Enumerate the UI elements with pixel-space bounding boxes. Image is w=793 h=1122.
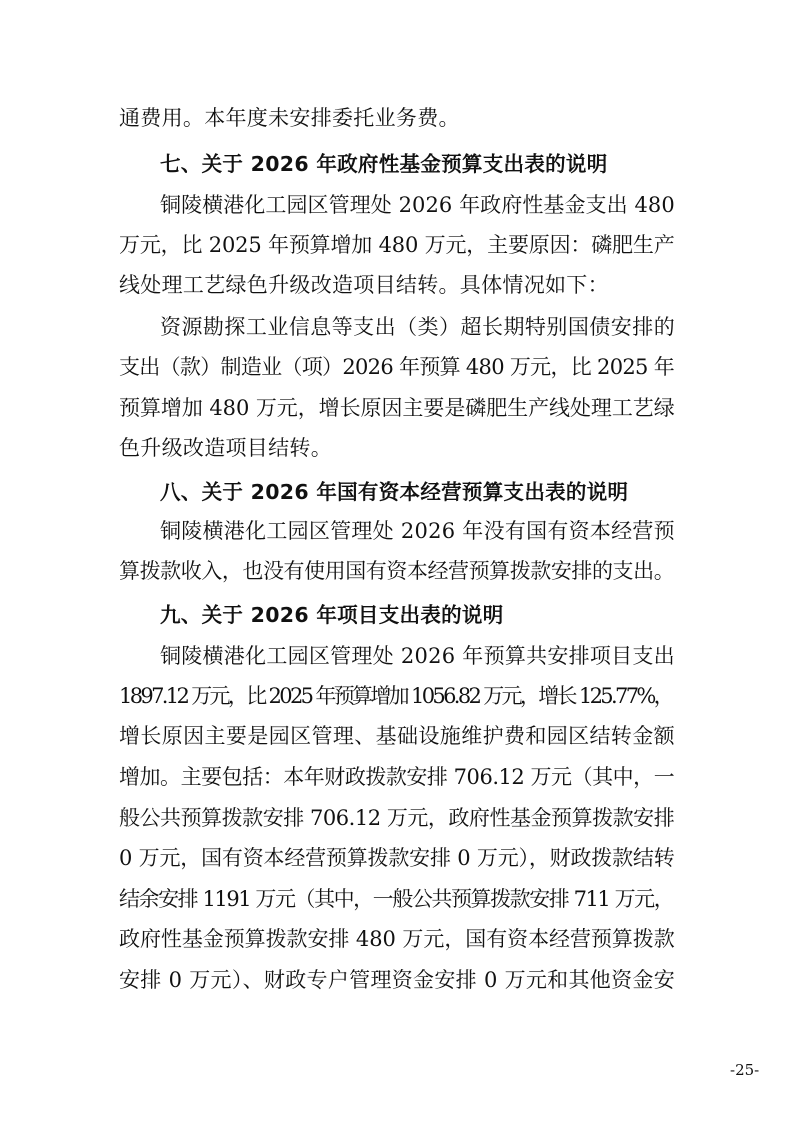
section-heading-8: 八、关于 2026 年国有资本经营预算支出表的说明: [160, 480, 629, 504]
body-text-line: 增加。主要包括：本年财政拨款安排 706.12 万元（其中，一: [119, 765, 675, 789]
body-text-line: 增长原因主要是园区管理、基础设施维护费和园区结转金额: [119, 724, 676, 748]
body-text-line: 1897.12 万元，比 2025 年预算增加 1056.82 万元，增长 125.77%，: [119, 684, 673, 708]
body-text-line: 算拨款收入，也没有使用国有资本经营预算拨款安排的支出。: [119, 559, 675, 583]
body-text-line: 资源勘探工业信息等支出（类）超长期特别国债安排的: [160, 315, 676, 339]
body-text-line: 般公共预算拨款安排 706.12 万元，政府性基金预算拨款安排: [119, 806, 675, 830]
page-number: -25-: [730, 1061, 760, 1079]
body-text-line: 线处理工艺绿色升级改造项目结转。具体情况如下：: [119, 273, 609, 297]
body-text-line: 通费用。本年度未安排委托业务费。: [119, 106, 460, 130]
section-heading-7: 七、关于 2026 年政府性基金预算支出表的说明: [160, 152, 608, 176]
body-text-line: 结余安排 1191 万元（其中，一般公共预算拨款安排 711 万元，: [119, 887, 674, 911]
body-text-line: 支出（款）制造业（项）2026 年预算 480 万元，比 2025 年: [119, 355, 675, 379]
body-text-line: 政府性基金预算拨款安排 480 万元，国有资本经营预算拨款: [119, 927, 675, 951]
section-heading-9: 九、关于 2026 年项目支出表的说明: [160, 603, 504, 627]
body-text-line: 铜陵横港化工园区管理处 2026 年没有国有资本经营预: [160, 519, 675, 543]
body-text-line: 色升级改造项目结转。: [119, 436, 332, 460]
body-text-line: 安排 0 万元）、财政专户管理资金安排 0 万元和其他资金安: [119, 968, 676, 992]
body-text-line: 万元，比 2025 年预算增加 480 万元，主要原因：磷肥生产: [119, 233, 675, 257]
body-text-line: 铜陵横港化工园区管理处 2026 年预算共安排项目支出: [160, 644, 675, 668]
body-text-line: 0 万元，国有资本经营预算拨款安排 0 万元），财政拨款结转: [119, 846, 675, 870]
body-text-line: 铜陵横港化工园区管理处 2026 年政府性基金支出 480: [160, 193, 675, 217]
body-text-line: 预算增加 480 万元，增长原因主要是磷肥生产线处理工艺绿: [119, 396, 675, 420]
